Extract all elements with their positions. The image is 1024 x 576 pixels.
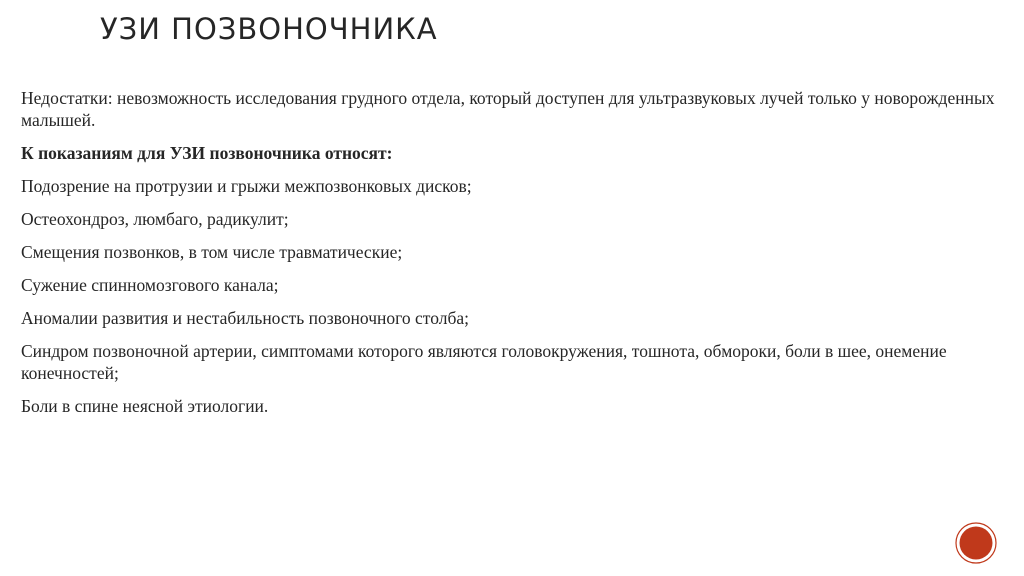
paragraph-indications-heading: К показаниям для УЗИ позвоночника относят:: [21, 143, 393, 163]
paragraph-drawbacks: Недостатки: невозможность исследования грудного отдела, который доступен для ультразвуковых лучей только у новорожденных малышей.: [21, 88, 995, 130]
indication-item: Сужение спинномозгового канала;: [21, 275, 279, 295]
slide-body: [21, 87, 1006, 428]
slide-title: УЗИ ПОЗВОНОЧНИКА: [100, 12, 438, 46]
slide-number-badge: [955, 522, 997, 564]
indication-item: Боли в спине неясной этиологии.: [21, 396, 269, 416]
indication-item: Остеохондроз, люмбаго, радикулит;: [21, 209, 289, 229]
indication-item: Подозрение на протрузии и грыжи межпозвонковых дисков;: [21, 176, 472, 196]
badge-inner-circle: [960, 527, 993, 560]
indication-item: Синдром позвоночной артерии, симптомами которого являются головокружения, тошнота, обмороки, боли в шее, онемение конечностей;: [21, 341, 947, 383]
indication-item: Аномалии развития и нестабильность позвоночного столба;: [21, 308, 469, 328]
indication-item: Смещения позвонков, в том числе травматические;: [21, 242, 403, 262]
